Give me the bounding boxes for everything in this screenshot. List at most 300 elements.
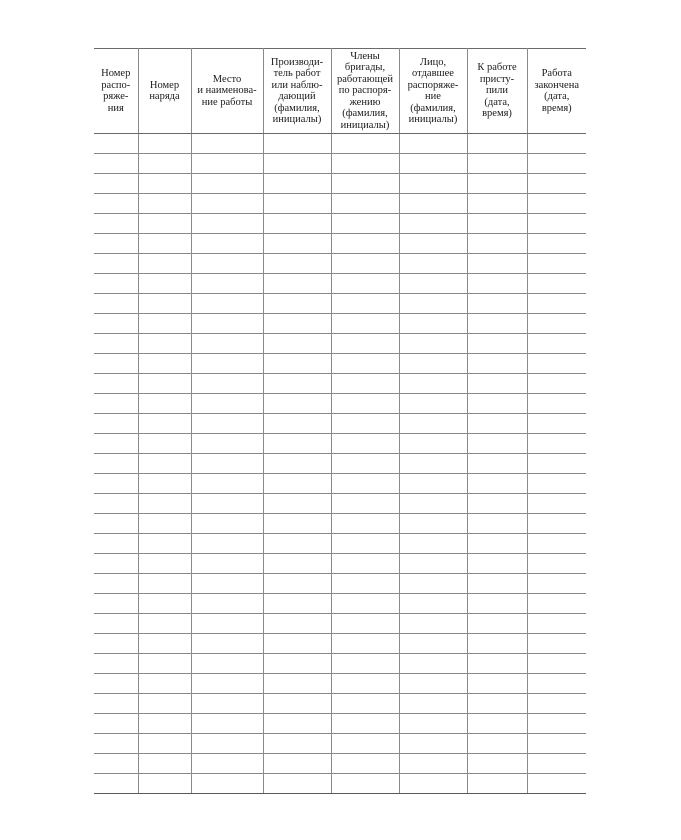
table-cell-work-producer[interactable] — [263, 454, 331, 474]
table-row — [94, 574, 586, 594]
table-cell-issuer[interactable] — [399, 514, 467, 534]
table-cell-work-producer[interactable] — [263, 474, 331, 494]
table-cell-work-finished[interactable] — [527, 314, 586, 334]
table-cell-order-number[interactable] — [94, 714, 138, 734]
table-cell-permit-number[interactable] — [138, 694, 191, 714]
table-cell-work-started[interactable] — [467, 434, 527, 454]
table-cell-work-place[interactable] — [191, 414, 263, 434]
table-cell-work-started[interactable] — [467, 494, 527, 514]
table-cell-work-started[interactable] — [467, 314, 527, 334]
table-cell-work-finished[interactable] — [527, 134, 586, 154]
table-cell-brigade-members[interactable] — [331, 754, 399, 774]
table-cell-work-started[interactable] — [467, 734, 527, 754]
table-cell-work-producer[interactable] — [263, 754, 331, 774]
table-cell-issuer[interactable] — [399, 194, 467, 214]
table-cell-permit-number[interactable] — [138, 494, 191, 514]
table-cell-work-producer[interactable] — [263, 374, 331, 394]
table-cell-work-finished[interactable] — [527, 494, 586, 514]
table-row — [94, 434, 586, 454]
table-cell-work-finished[interactable] — [527, 474, 586, 494]
table-cell-permit-number[interactable] — [138, 154, 191, 174]
table-cell-order-number[interactable] — [94, 674, 138, 694]
table-cell-permit-number[interactable] — [138, 134, 191, 154]
table-row — [94, 754, 586, 774]
table-row — [94, 254, 586, 274]
table-cell-permit-number[interactable] — [138, 274, 191, 294]
table-cell-work-started[interactable] — [467, 274, 527, 294]
table-cell-work-place[interactable] — [191, 734, 263, 754]
table-cell-work-place[interactable] — [191, 454, 263, 474]
table-cell-brigade-members[interactable] — [331, 634, 399, 654]
table-cell-work-started[interactable] — [467, 674, 527, 694]
table-cell-brigade-members[interactable] — [331, 334, 399, 354]
table-cell-permit-number[interactable] — [138, 674, 191, 694]
table-cell-work-started[interactable] — [467, 454, 527, 474]
table-cell-order-number[interactable] — [94, 694, 138, 714]
table-cell-order-number[interactable] — [94, 554, 138, 574]
table-cell-work-finished[interactable] — [527, 194, 586, 214]
table-cell-brigade-members[interactable] — [331, 494, 399, 514]
table-cell-permit-number[interactable] — [138, 254, 191, 274]
table-cell-permit-number[interactable] — [138, 294, 191, 314]
table-cell-order-number[interactable] — [94, 134, 138, 154]
table-row — [94, 614, 586, 634]
table-cell-order-number[interactable] — [94, 774, 138, 794]
table-cell-work-producer[interactable] — [263, 174, 331, 194]
table-cell-work-started[interactable] — [467, 614, 527, 634]
table-cell-work-producer[interactable] — [263, 214, 331, 234]
table-cell-work-started[interactable] — [467, 754, 527, 774]
table-cell-work-place[interactable] — [191, 494, 263, 514]
table-cell-brigade-members[interactable] — [331, 134, 399, 154]
table-cell-work-started[interactable] — [467, 694, 527, 714]
table-cell-work-place[interactable] — [191, 694, 263, 714]
table-cell-work-place[interactable] — [191, 354, 263, 374]
table-cell-permit-number[interactable] — [138, 434, 191, 454]
table-cell-work-producer[interactable] — [263, 334, 331, 354]
table-cell-order-number[interactable] — [94, 194, 138, 214]
table-cell-brigade-members[interactable] — [331, 714, 399, 734]
table-cell-permit-number[interactable] — [138, 654, 191, 674]
table-cell-order-number[interactable] — [94, 414, 138, 434]
table-cell-work-finished[interactable] — [527, 714, 586, 734]
table-cell-work-producer[interactable] — [263, 434, 331, 454]
table-cell-issuer[interactable] — [399, 474, 467, 494]
table-cell-work-producer[interactable] — [263, 734, 331, 754]
table-cell-work-producer[interactable] — [263, 634, 331, 654]
table-cell-issuer[interactable] — [399, 674, 467, 694]
column-header-work-finished: Работа закончена (дата, время) — [527, 49, 586, 134]
table-cell-work-finished[interactable] — [527, 154, 586, 174]
table-cell-work-place[interactable] — [191, 294, 263, 314]
table-cell-permit-number[interactable] — [138, 174, 191, 194]
table-cell-brigade-members[interactable] — [331, 414, 399, 434]
column-header-issuer: Лицо, отдавшее распоряже- ние (фамилия, инициалы) — [399, 49, 467, 134]
table-cell-work-started[interactable] — [467, 294, 527, 314]
column-header-permit-number: Номер наряда — [138, 49, 191, 134]
table-cell-work-producer[interactable] — [263, 154, 331, 174]
table-cell-issuer[interactable] — [399, 634, 467, 654]
table-cell-work-finished[interactable] — [527, 694, 586, 714]
table-cell-work-started[interactable] — [467, 774, 527, 794]
table-row — [94, 234, 586, 254]
table-cell-order-number[interactable] — [94, 474, 138, 494]
table-cell-work-place[interactable] — [191, 314, 263, 334]
table-cell-brigade-members[interactable] — [331, 354, 399, 374]
table-cell-work-place[interactable] — [191, 714, 263, 734]
table-cell-work-place[interactable] — [191, 654, 263, 674]
table-cell-work-started[interactable] — [467, 254, 527, 274]
column-header-work-started: К работе присту- пили (дата, время) — [467, 49, 527, 134]
table-cell-permit-number[interactable] — [138, 514, 191, 534]
table-cell-brigade-members[interactable] — [331, 254, 399, 274]
table-cell-work-place[interactable] — [191, 374, 263, 394]
table-cell-work-finished[interactable] — [527, 234, 586, 254]
table-cell-permit-number[interactable] — [138, 214, 191, 234]
table-cell-issuer[interactable] — [399, 734, 467, 754]
table-row — [94, 294, 586, 314]
table-cell-order-number[interactable] — [94, 634, 138, 654]
table-cell-permit-number[interactable] — [138, 574, 191, 594]
table-cell-order-number[interactable] — [94, 354, 138, 374]
table-cell-work-place[interactable] — [191, 594, 263, 614]
table-cell-issuer[interactable] — [399, 534, 467, 554]
table-cell-work-producer[interactable] — [263, 654, 331, 674]
table-cell-order-number[interactable] — [94, 374, 138, 394]
table-row — [94, 654, 586, 674]
table-cell-work-producer[interactable] — [263, 354, 331, 374]
table-cell-work-finished[interactable] — [527, 414, 586, 434]
table-cell-work-finished[interactable] — [527, 634, 586, 654]
table-cell-work-producer[interactable] — [263, 314, 331, 334]
table-cell-work-started[interactable] — [467, 354, 527, 374]
table-cell-work-started[interactable] — [467, 374, 527, 394]
table-cell-work-finished[interactable] — [527, 654, 586, 674]
table-cell-work-place[interactable] — [191, 274, 263, 294]
table-cell-brigade-members[interactable] — [331, 574, 399, 594]
table-row — [94, 714, 586, 734]
table-body — [94, 134, 586, 794]
table-cell-work-place[interactable] — [191, 334, 263, 354]
table-cell-work-place[interactable] — [191, 634, 263, 654]
table-cell-work-started[interactable] — [467, 334, 527, 354]
table-cell-permit-number[interactable] — [138, 374, 191, 394]
table-cell-order-number[interactable] — [94, 754, 138, 774]
table-cell-work-started[interactable] — [467, 394, 527, 414]
table-row — [94, 694, 586, 714]
table-cell-work-finished[interactable] — [527, 514, 586, 534]
table-cell-issuer[interactable] — [399, 294, 467, 314]
table-cell-issuer[interactable] — [399, 594, 467, 614]
table-cell-order-number[interactable] — [94, 454, 138, 474]
table-cell-work-place[interactable] — [191, 194, 263, 214]
table-row — [94, 274, 586, 294]
table-row — [94, 534, 586, 554]
table-cell-order-number[interactable] — [94, 654, 138, 674]
table-row — [94, 374, 586, 394]
table-cell-permit-number[interactable] — [138, 314, 191, 334]
table-row — [94, 474, 586, 494]
table-cell-issuer[interactable] — [399, 394, 467, 414]
table-cell-work-place[interactable] — [191, 134, 263, 154]
table-row — [94, 594, 586, 614]
table-cell-issuer[interactable] — [399, 434, 467, 454]
table-cell-brigade-members[interactable] — [331, 394, 399, 414]
table-cell-work-started[interactable] — [467, 594, 527, 614]
table-cell-issuer[interactable] — [399, 334, 467, 354]
table-cell-brigade-members[interactable] — [331, 434, 399, 454]
table-cell-brigade-members[interactable] — [331, 654, 399, 674]
table-cell-order-number[interactable] — [94, 574, 138, 594]
table-cell-work-started[interactable] — [467, 554, 527, 574]
table-cell-brigade-members[interactable] — [331, 674, 399, 694]
table-cell-work-finished[interactable] — [527, 614, 586, 634]
table-cell-work-producer[interactable] — [263, 394, 331, 414]
table-cell-work-place[interactable] — [191, 234, 263, 254]
table-cell-issuer[interactable] — [399, 414, 467, 434]
table-cell-brigade-members[interactable] — [331, 214, 399, 234]
table-cell-order-number[interactable] — [94, 614, 138, 634]
table-cell-work-finished[interactable] — [527, 274, 586, 294]
table-cell-work-place[interactable] — [191, 214, 263, 234]
table-cell-permit-number[interactable] — [138, 614, 191, 634]
table-row — [94, 454, 586, 474]
table-cell-order-number[interactable] — [94, 334, 138, 354]
table-row — [94, 414, 586, 434]
table-cell-brigade-members[interactable] — [331, 314, 399, 334]
table-cell-brigade-members[interactable] — [331, 614, 399, 634]
table-cell-work-place[interactable] — [191, 394, 263, 414]
table-cell-permit-number[interactable] — [138, 354, 191, 374]
table-cell-permit-number[interactable] — [138, 474, 191, 494]
table-cell-order-number[interactable] — [94, 234, 138, 254]
table-cell-issuer[interactable] — [399, 694, 467, 714]
table-cell-work-producer[interactable] — [263, 494, 331, 514]
table-cell-permit-number[interactable] — [138, 454, 191, 474]
table-cell-order-number[interactable] — [94, 294, 138, 314]
table-cell-order-number[interactable] — [94, 314, 138, 334]
table-cell-issuer[interactable] — [399, 234, 467, 254]
table-cell-work-started[interactable] — [467, 574, 527, 594]
table-cell-work-finished[interactable] — [527, 534, 586, 554]
column-header-brigade-members: Члены бригады, работающей по распоря- жению (фамилия, инициалы) — [331, 49, 399, 134]
table-cell-permit-number[interactable] — [138, 774, 191, 794]
work-orders-journal-table — [94, 48, 586, 794]
table-cell-permit-number[interactable] — [138, 334, 191, 354]
table-cell-permit-number[interactable] — [138, 634, 191, 654]
table-cell-permit-number[interactable] — [138, 734, 191, 754]
table-cell-work-place[interactable] — [191, 574, 263, 594]
table-cell-work-finished[interactable] — [527, 174, 586, 194]
table-row — [94, 214, 586, 234]
table-cell-work-place[interactable] — [191, 154, 263, 174]
table-cell-work-producer[interactable] — [263, 254, 331, 274]
table-cell-work-finished[interactable] — [527, 574, 586, 594]
table-cell-work-producer[interactable] — [263, 514, 331, 534]
table-cell-issuer[interactable] — [399, 134, 467, 154]
table-cell-order-number[interactable] — [94, 514, 138, 534]
table-cell-order-number[interactable] — [94, 274, 138, 294]
table-cell-order-number[interactable] — [94, 734, 138, 754]
table-cell-permit-number[interactable] — [138, 234, 191, 254]
table-cell-order-number[interactable] — [94, 254, 138, 274]
table-row — [94, 154, 586, 174]
table-cell-issuer[interactable] — [399, 714, 467, 734]
table-cell-work-producer[interactable] — [263, 234, 331, 254]
table-cell-work-finished[interactable] — [527, 294, 586, 314]
table-cell-brigade-members[interactable] — [331, 454, 399, 474]
table-cell-permit-number[interactable] — [138, 754, 191, 774]
table-cell-permit-number[interactable] — [138, 714, 191, 734]
table-cell-work-producer[interactable] — [263, 594, 331, 614]
table-cell-work-producer[interactable] — [263, 414, 331, 434]
table-cell-work-producer[interactable] — [263, 534, 331, 554]
table-cell-order-number[interactable] — [94, 214, 138, 234]
table-cell-work-finished[interactable] — [527, 594, 586, 614]
table-cell-order-number[interactable] — [94, 494, 138, 514]
table-cell-brigade-members[interactable] — [331, 374, 399, 394]
table-cell-work-finished[interactable] — [527, 394, 586, 414]
column-header-work-place: Место и наименова- ние работы — [191, 49, 263, 134]
table-cell-issuer[interactable] — [399, 774, 467, 794]
table-cell-brigade-members[interactable] — [331, 734, 399, 754]
table-cell-work-started[interactable] — [467, 414, 527, 434]
table-row — [94, 334, 586, 354]
table-cell-work-producer[interactable] — [263, 194, 331, 214]
table-cell-work-finished[interactable] — [527, 214, 586, 234]
table-cell-brigade-members[interactable] — [331, 594, 399, 614]
table-cell-order-number[interactable] — [94, 174, 138, 194]
table-cell-permit-number[interactable] — [138, 394, 191, 414]
table-cell-issuer[interactable] — [399, 654, 467, 674]
table-cell-brigade-members[interactable] — [331, 174, 399, 194]
table-cell-work-finished[interactable] — [527, 334, 586, 354]
table-cell-work-started[interactable] — [467, 714, 527, 734]
table-cell-issuer[interactable] — [399, 754, 467, 774]
table-cell-brigade-members[interactable] — [331, 694, 399, 714]
table-cell-work-producer[interactable] — [263, 134, 331, 154]
table-cell-work-started[interactable] — [467, 134, 527, 154]
table-row — [94, 734, 586, 754]
table-cell-brigade-members[interactable] — [331, 234, 399, 254]
table-cell-issuer[interactable] — [399, 454, 467, 474]
table-cell-order-number[interactable] — [94, 594, 138, 614]
column-header-order-number: Номер распо- ряже- ния — [94, 49, 138, 134]
table-cell-issuer[interactable] — [399, 354, 467, 374]
table-cell-brigade-members[interactable] — [331, 474, 399, 494]
table-cell-issuer[interactable] — [399, 274, 467, 294]
table-cell-permit-number[interactable] — [138, 554, 191, 574]
table-cell-work-started[interactable] — [467, 214, 527, 234]
table-cell-work-finished[interactable] — [527, 774, 586, 794]
table-cell-permit-number[interactable] — [138, 534, 191, 554]
table-cell-issuer[interactable] — [399, 314, 467, 334]
table-cell-work-started[interactable] — [467, 174, 527, 194]
table-cell-work-finished[interactable] — [527, 374, 586, 394]
table-cell-brigade-members[interactable] — [331, 774, 399, 794]
table-cell-work-place[interactable] — [191, 754, 263, 774]
table-cell-issuer[interactable] — [399, 154, 467, 174]
table-cell-work-started[interactable] — [467, 634, 527, 654]
table-cell-work-finished[interactable] — [527, 674, 586, 694]
table-cell-work-place[interactable] — [191, 434, 263, 454]
table-cell-order-number[interactable] — [94, 534, 138, 554]
table-cell-work-place[interactable] — [191, 674, 263, 694]
table-row — [94, 494, 586, 514]
table-cell-work-place[interactable] — [191, 474, 263, 494]
table-cell-work-finished[interactable] — [527, 254, 586, 274]
table-cell-work-started[interactable] — [467, 514, 527, 534]
table-cell-brigade-members[interactable] — [331, 554, 399, 574]
table-cell-order-number[interactable] — [94, 434, 138, 454]
table-cell-issuer[interactable] — [399, 374, 467, 394]
table-cell-work-producer[interactable] — [263, 554, 331, 574]
table-cell-work-place[interactable] — [191, 554, 263, 574]
table-cell-work-started[interactable] — [467, 474, 527, 494]
table-cell-work-place[interactable] — [191, 614, 263, 634]
table-cell-work-finished[interactable] — [527, 354, 586, 374]
table-cell-work-producer[interactable] — [263, 714, 331, 734]
table-cell-work-started[interactable] — [467, 194, 527, 214]
table-cell-brigade-members[interactable] — [331, 194, 399, 214]
table-cell-work-finished[interactable] — [527, 754, 586, 774]
table-row — [94, 354, 586, 374]
table-cell-work-finished[interactable] — [527, 434, 586, 454]
table-cell-work-producer[interactable] — [263, 574, 331, 594]
table-cell-work-place[interactable] — [191, 254, 263, 274]
table-cell-permit-number[interactable] — [138, 414, 191, 434]
table-cell-work-started[interactable] — [467, 234, 527, 254]
table-cell-work-started[interactable] — [467, 534, 527, 554]
table-cell-work-finished[interactable] — [527, 454, 586, 474]
table-cell-order-number[interactable] — [94, 394, 138, 414]
table-cell-work-place[interactable] — [191, 774, 263, 794]
table-cell-work-producer[interactable] — [263, 774, 331, 794]
table-cell-issuer[interactable] — [399, 614, 467, 634]
table-cell-work-place[interactable] — [191, 534, 263, 554]
header-row — [94, 49, 586, 134]
table-cell-issuer[interactable] — [399, 574, 467, 594]
table-cell-issuer[interactable] — [399, 494, 467, 514]
table-cell-brigade-members[interactable] — [331, 534, 399, 554]
table-cell-work-finished[interactable] — [527, 734, 586, 754]
table-row — [94, 554, 586, 574]
table-cell-brigade-members[interactable] — [331, 154, 399, 174]
table-cell-work-place[interactable] — [191, 514, 263, 534]
table-cell-work-producer[interactable] — [263, 674, 331, 694]
table-cell-work-started[interactable] — [467, 654, 527, 674]
table-cell-work-producer[interactable] — [263, 274, 331, 294]
table-cell-brigade-members[interactable] — [331, 274, 399, 294]
table-cell-order-number[interactable] — [94, 154, 138, 174]
table-cell-work-place[interactable] — [191, 174, 263, 194]
table-cell-issuer[interactable] — [399, 554, 467, 574]
table-cell-issuer[interactable] — [399, 174, 467, 194]
table-cell-work-started[interactable] — [467, 154, 527, 174]
table-row — [94, 674, 586, 694]
table-row — [94, 194, 586, 214]
table-cell-work-finished[interactable] — [527, 554, 586, 574]
table-cell-brigade-members[interactable] — [331, 294, 399, 314]
table-cell-brigade-members[interactable] — [331, 514, 399, 534]
table-cell-issuer[interactable] — [399, 254, 467, 274]
table-cell-work-producer[interactable] — [263, 294, 331, 314]
table-cell-permit-number[interactable] — [138, 194, 191, 214]
table-cell-work-producer[interactable] — [263, 694, 331, 714]
table-cell-permit-number[interactable] — [138, 594, 191, 614]
table-cell-work-producer[interactable] — [263, 614, 331, 634]
table-cell-issuer[interactable] — [399, 214, 467, 234]
